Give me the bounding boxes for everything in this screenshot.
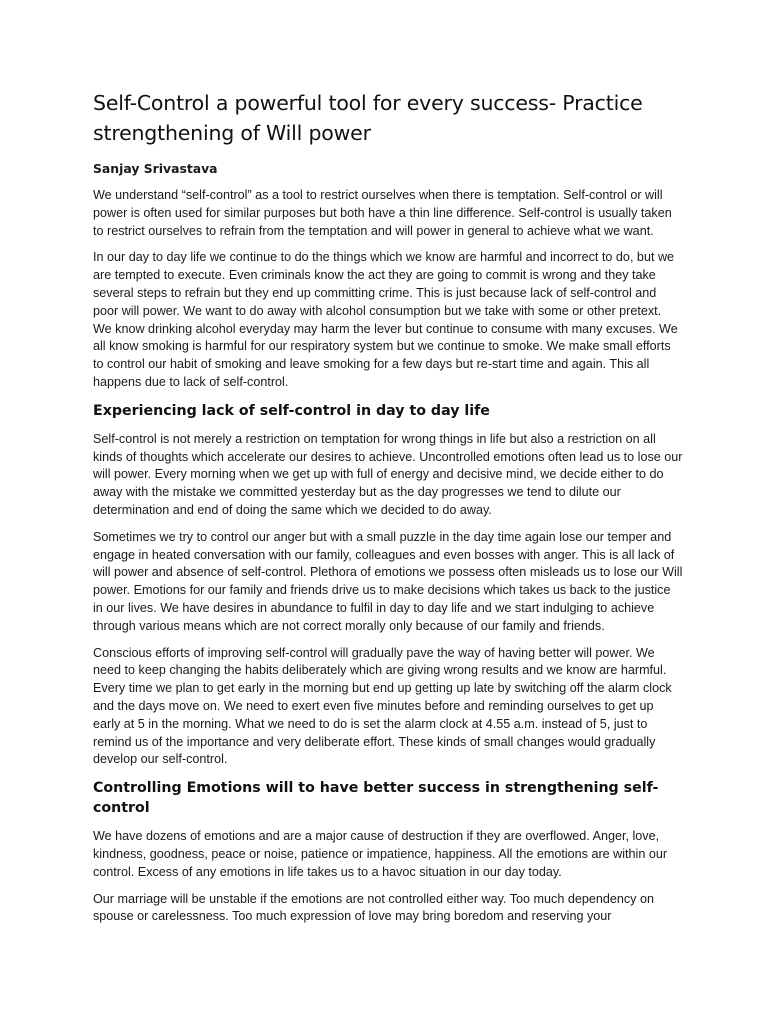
paragraph-conscious-efforts [93, 645, 683, 770]
paragraph-restriction: Self-control is not merely a restriction on temptation for wrong things in life but also a restriction on all kinds of thoughts which accelerate our desires to achieve. Uncontrolled emotions often lead us to lose our will power. Every morning when we get up with full of energy and decisive mind, we decide either to do away with the mistake we committed yesterday but as the day progresses we tend to dilute our determination and end of doing the same which we decided to do away. [93, 431, 683, 517]
paragraph-anger: Sometimes we try to control our anger but with a small puzzle in the day time again lose our temper and engage in heated conversation with our family, colleagues and even bosses with anger. This is all lack of will power and absence of self-control. Plethora of emotions we possess often misleads us to lose our Will power. Emotions for our family and friends drive us to make decisions which takes us back to the justice in our lives. We have desires in abundance to fulfil in day to day life and we start indulging to achieve through various means which are not correct morally only because of our family and friends. [93, 529, 683, 633]
section-heading-lack-of-self-control: Experiencing lack of self-control in day to day life [93, 402, 490, 419]
paragraph-intro: We understand “self-control” as a tool to restrict ourselves when there is temptation. Self-control or will power is often used for similar purposes but both have a thin line difference. Self-control is usually taken to restrict ourselves to refrain from the temptation and will power in general to achieve what we want. [93, 188, 672, 238]
paragraph-marriage: Our marriage will be unstable if the emotions are not controlled either way. Too much dependency on spouse or carelessness. Too much expression of love may bring boredom and reserving your [93, 891, 654, 924]
section-heading-controlling-emotions: Controlling Emotions will to have better success in strengthening self-control [93, 780, 659, 817]
document-page [93, 88, 683, 935]
paragraph-body-text: will gradually pave the way of having better will power. We need to keep changing the habits deliberately which are giving wrong results and we know are harmful. Every time we plan to get early in the morning but end up getting up late by switching off the alarm clock and the days move on. We need to exert even five minutes before and reminding ourselves to get up early at 5 in the morning. What we need to do is set the alarm clock at 4.55 a.m. instead of 5, just to remind us of the importance and very deliberate effort. These kinds of small changes would gradually develop our self-control. [93, 645, 672, 767]
paragraph-day-to-day: In our day to day life we continue to do the things which we know are harmful and incorrect to do, but we are tempted to execute. Even criminals know the act they are going to commit is wrong and they take several steps to refrain but they end up committing crime. This is just because lack of self-control and poor will power. We want to do away with alcohol consumption but we take with some or other pretext. We know drinking alcohol everyday may harm the lever but continue to consume with many excuses. We all know smoking is harmful for our respiratory system but we continue to smoke. We make small efforts to control our habit of smoking and leave smoking for a few days but re-start time and again. This all happens due to lack of self-control. [93, 250, 678, 389]
author-name: Sanjay Srivastava [93, 161, 218, 176]
paragraph-emotions: We have dozens of emotions and are a major cause of destruction if they are overflowed. Anger, love, kindness, goodness, peace or noise, patience or impatience, happiness. All the emotions are within our control. Excess of any emotions in life takes us to a havoc situation in our day today. [93, 829, 668, 879]
document-title: Self-Control a powerful tool for every success- Practice strengthening of Will power [93, 91, 643, 145]
paragraph-lead-text: Conscious efforts of improving self-control [93, 645, 328, 660]
